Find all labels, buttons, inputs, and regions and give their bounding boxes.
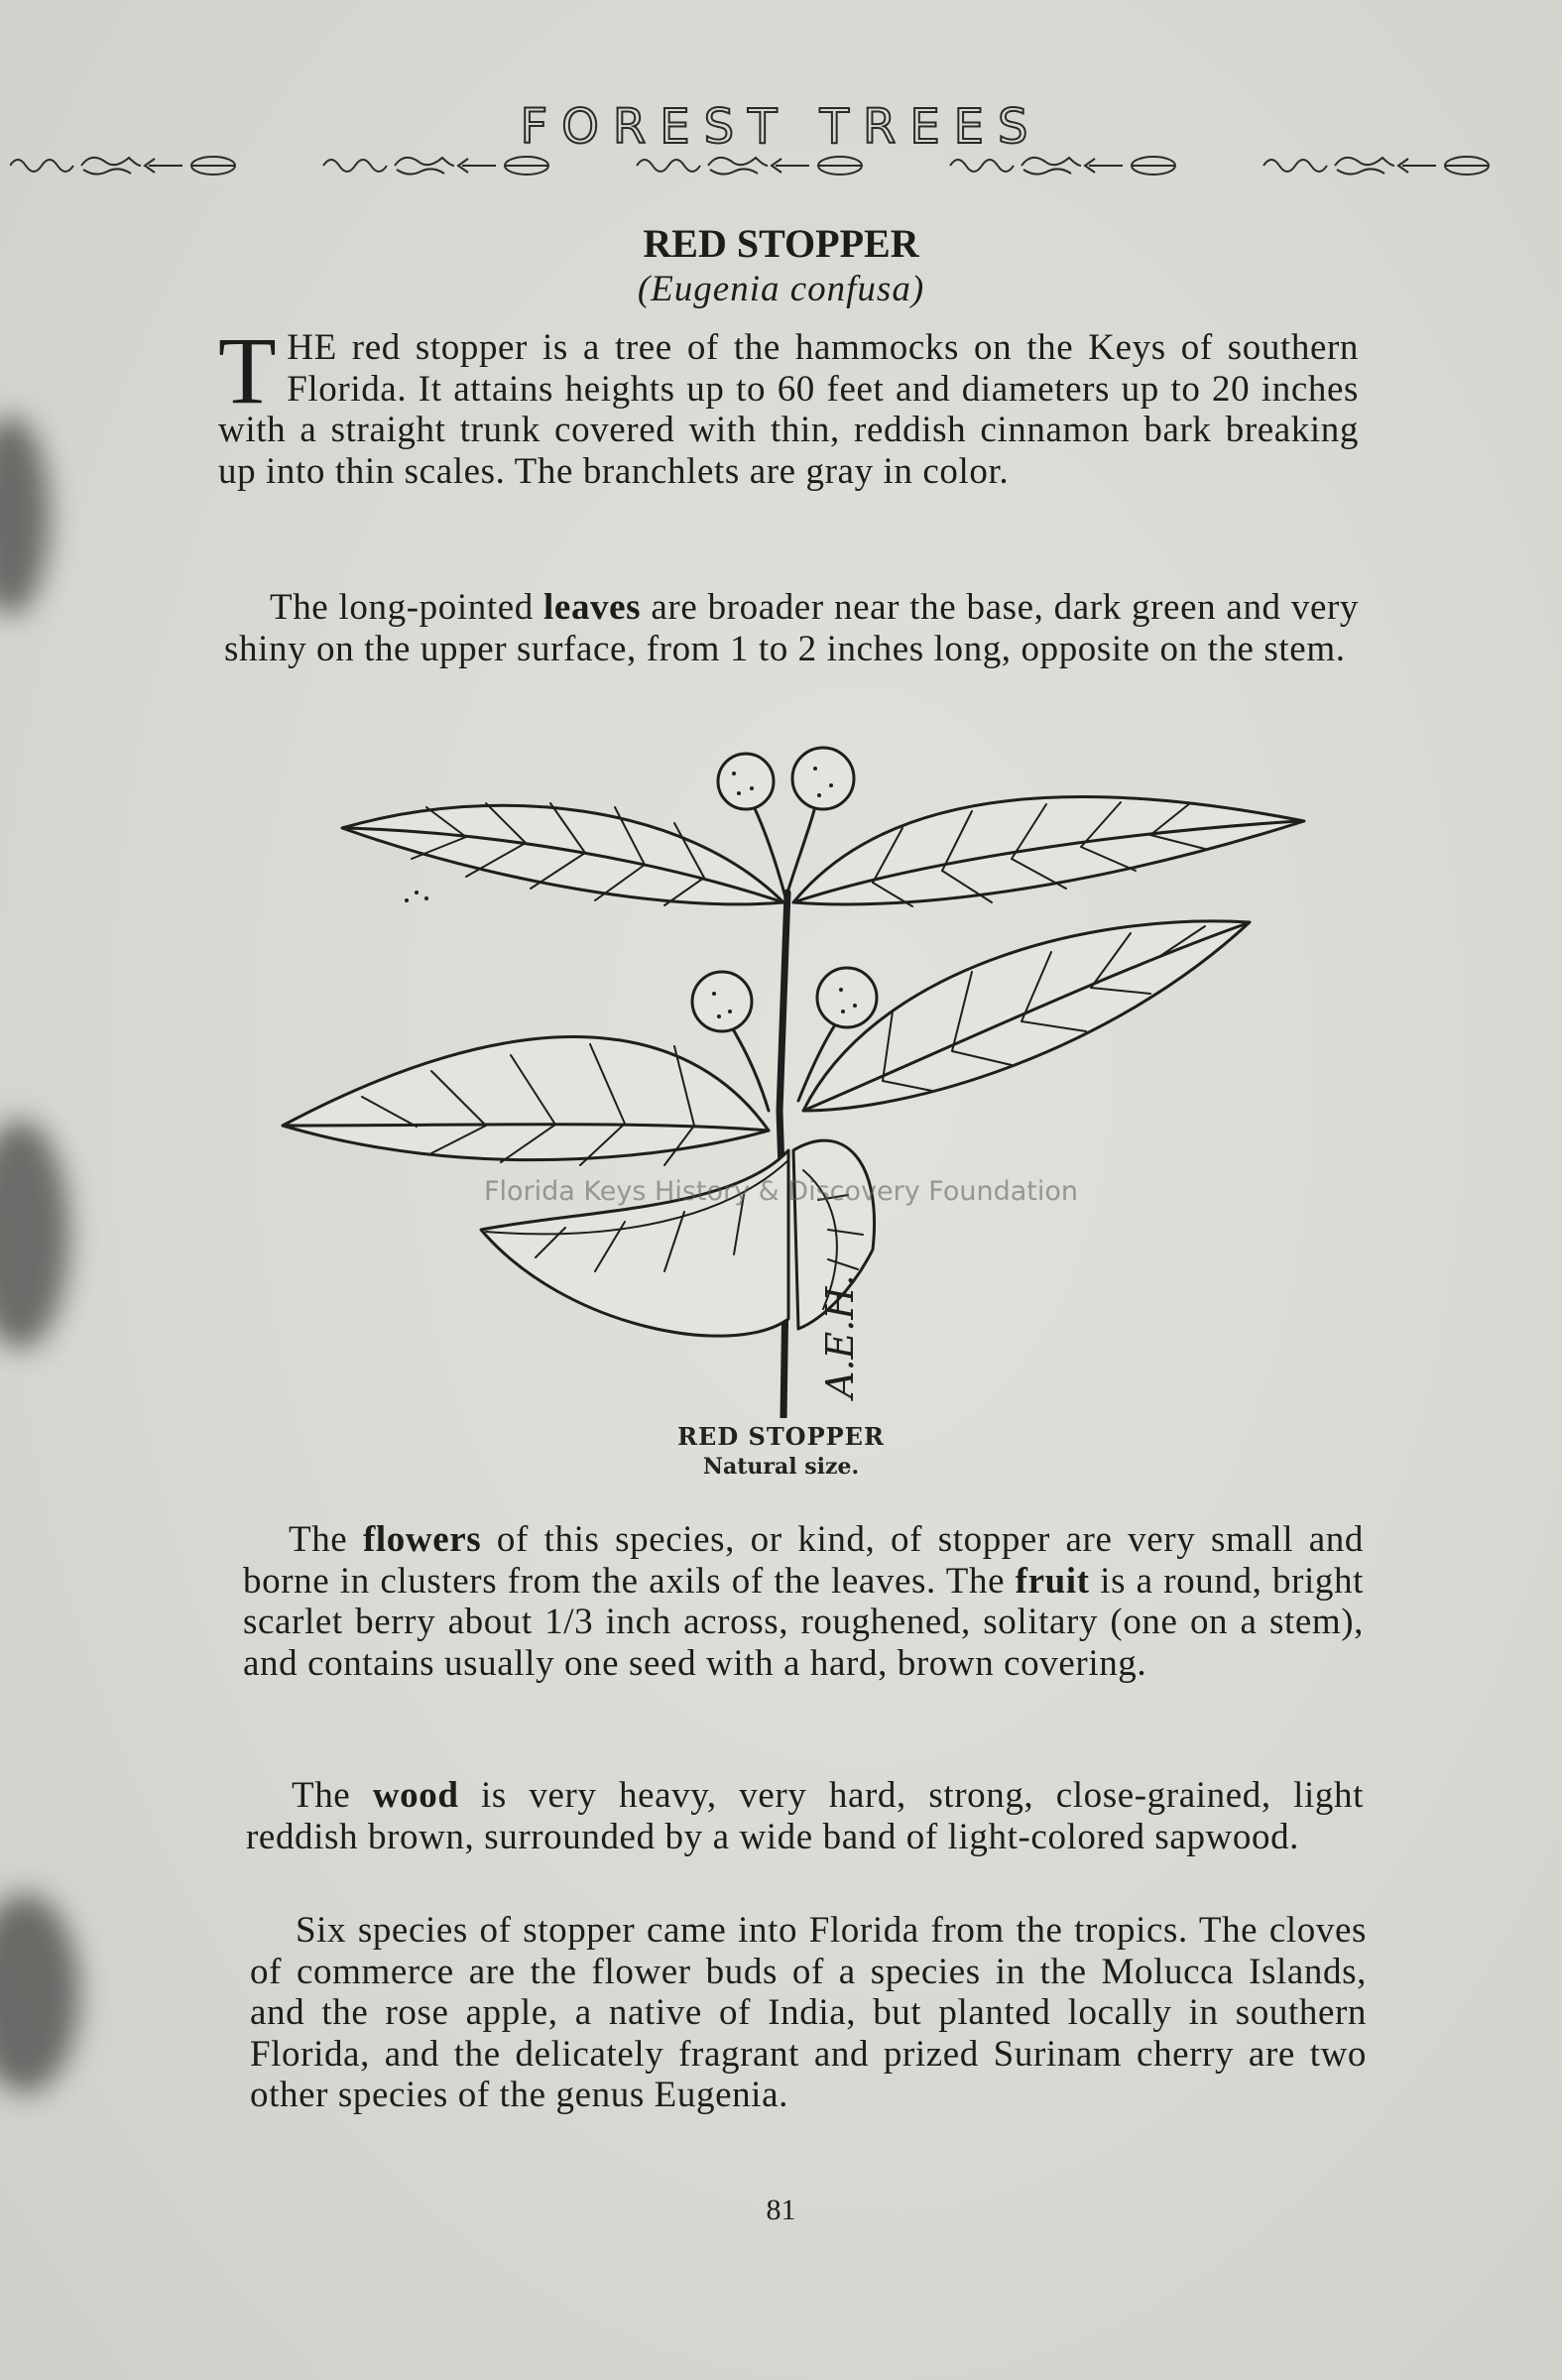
wood-keyword: wood <box>372 1775 459 1816</box>
scientific-name: (Eugenia confusa) <box>637 269 925 309</box>
drop-cap: T <box>218 317 278 423</box>
species-paragraph: Six species of stopper came into Florida from the tropics. The cloves of commerce are the flower buds of a species in the Molucca Islands, and the rose apple, a native of India, but planted locally in southern Florida, and the delicately fragrant and prized Surinam cherry are two other species of the genus Eugenia. <box>250 1910 1367 2115</box>
intro-paragraph <box>218 317 1359 492</box>
wood-text-1: The <box>292 1775 373 1816</box>
figure-caption-subtitle: Natural size. <box>702 1454 860 1480</box>
leaves-keyword: leaves <box>543 587 642 628</box>
red-stopper-illustration <box>268 734 1319 1418</box>
artist-initials: A.E.H. <box>818 1274 862 1398</box>
decorative-border <box>10 147 1552 184</box>
running-header-title: FOREST TREES <box>520 99 1042 155</box>
page-number: 81 <box>766 2194 796 2226</box>
page-stain <box>0 416 50 615</box>
flowers-paragraph <box>243 1519 1364 1684</box>
leaves-text-1: The long-pointed <box>270 587 544 628</box>
wood-text-2: is very heavy, very hard, strong, close-grained, light reddish brown, surrounded by a wide band of light-colored sapwood. <box>246 1775 1364 1857</box>
intro-text: HE red stopper is a tree of the hammocks on the Keys of southern Florida. It attains heights up to 60 feet and diameters up to 20 inches with a straight trunk covered with thin, reddish cinnamon bark breaking up into thin scales. The branchlets are gray in color. <box>218 327 1359 492</box>
page-stain <box>0 1121 69 1349</box>
leaves-paragraph <box>224 587 1359 669</box>
leaves-text-2: are broader near the base, dark green and very shiny on the upper surface, from 1 to 2 inches long, opposite on the stem. <box>224 587 1359 669</box>
fruit-keyword: fruit <box>1015 1560 1090 1602</box>
watermark-text: Florida Keys History & Discovery Foundation <box>484 1176 1078 1207</box>
flowers-text-1: The <box>289 1519 363 1560</box>
flowers-text-3: is a round, bright scarlet berry about 1/3 inch across, roughened, solitary (one on a stem), and contains usually one seed with a hard, brown covering. <box>243 1560 1364 1684</box>
page-stain <box>0 1894 79 2092</box>
wood-paragraph <box>246 1775 1364 1857</box>
flowers-keyword: flowers <box>363 1519 482 1560</box>
figure-caption-title: RED STOPPER <box>677 1422 885 1451</box>
article-title: RED STOPPER <box>643 221 919 266</box>
flowers-text-2: of this species, or kind, of stopper are very small and borne in clusters from the axils of the leaves. The <box>243 1519 1365 1602</box>
